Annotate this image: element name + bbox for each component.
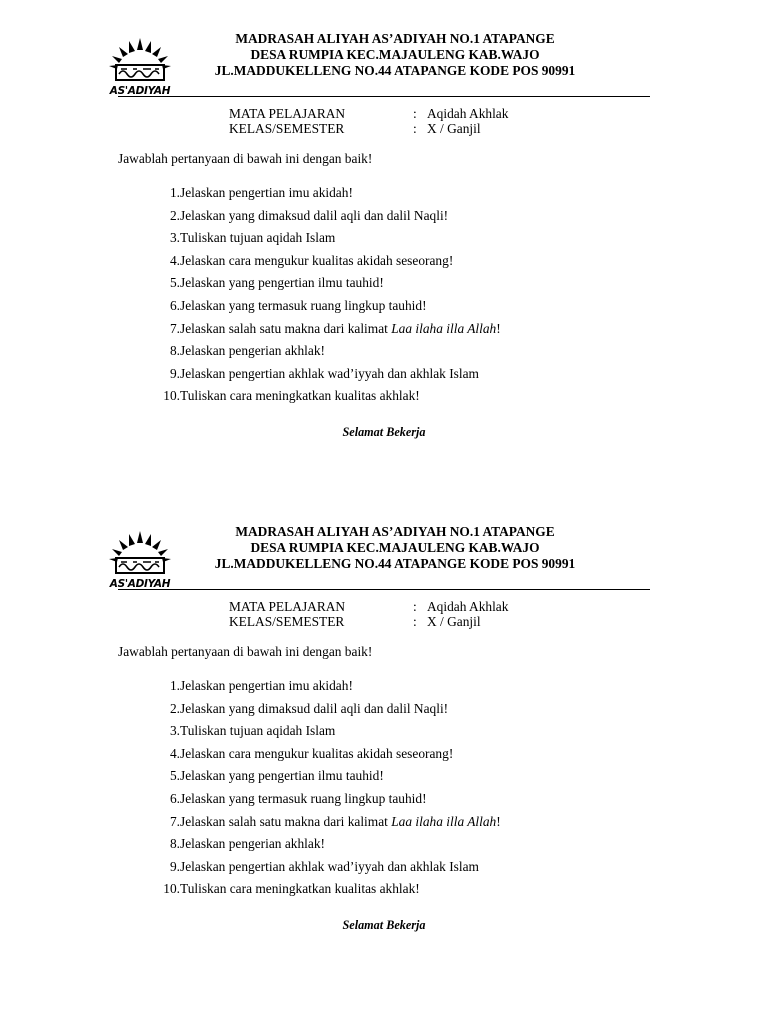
question-item	[150, 298, 630, 321]
question-number: 2.	[169, 207, 180, 223]
subject-label: MATA PELAJARAN	[229, 106, 346, 121]
letterhead	[170, 524, 620, 572]
question-text: Tuliskan cara meningkatkan kualitas akhlak!	[180, 881, 420, 897]
question-item	[150, 701, 630, 724]
question-text-wrap	[180, 208, 448, 224]
question-text: Jelaskan pengertian akhlak wad’iyyah dan akhlak Islam	[180, 365, 479, 381]
class-colon: :	[413, 614, 417, 629]
question-list	[150, 678, 630, 904]
question-number: 5.	[169, 768, 180, 784]
subject-info	[229, 599, 508, 629]
question-text-tail: !	[496, 320, 501, 336]
question-text: Jelaskan yang dimaksud dalil aqli dan dalil Naqli!	[180, 700, 449, 716]
question-item	[150, 881, 630, 904]
closing-text: Selamat Bekerja	[342, 425, 426, 439]
class-row	[229, 614, 508, 629]
question-number: 10.	[163, 388, 180, 404]
question-number: 1.	[169, 678, 180, 693]
letterhead	[170, 31, 620, 79]
school-logo	[107, 529, 173, 591]
question-text-wrap	[180, 746, 453, 762]
question-item	[150, 230, 630, 253]
question-text: Jelaskan salah satu makna dari kalimat	[180, 813, 392, 829]
question-number: 8.	[169, 836, 180, 852]
subject-row	[229, 599, 508, 614]
class-label: KELAS/SEMESTER	[229, 121, 345, 136]
question-number: 7.	[169, 813, 180, 829]
question-number: 4.	[169, 745, 180, 761]
question-text: Jelaskan pengerian akhlak!	[180, 343, 326, 359]
question-text-wrap	[180, 275, 384, 291]
question-item	[150, 321, 630, 344]
question-number: 8.	[169, 343, 180, 359]
header-divider	[118, 96, 650, 97]
question-text: Jelaskan yang pengertian ilmu tauhid!	[180, 768, 384, 784]
school-name: MADRASAH ALIYAH AS’ADIYAH NO.1 ATAPANGE	[235, 31, 555, 46]
question-text-wrap	[180, 701, 448, 717]
question-text-wrap	[180, 185, 353, 201]
question-text: Tuliskan cara meningkatkan kualitas akhlak!	[180, 388, 420, 404]
question-item	[150, 746, 630, 769]
closing-text: Selamat Bekerja	[342, 918, 426, 932]
school-name: MADRASAH ALIYAH AS’ADIYAH NO.1 ATAPANGE	[235, 524, 555, 539]
question-item	[150, 275, 630, 298]
question-item	[150, 723, 630, 746]
question-text: Tuliskan tujuan aqidah Islam	[180, 230, 336, 246]
question-italic-phrase: Laa ilaha illa Allah	[391, 813, 497, 829]
question-number: 3.	[169, 230, 180, 246]
header-divider	[118, 589, 650, 590]
question-number: 4.	[169, 252, 180, 268]
question-number: 6.	[169, 790, 180, 806]
question-item	[150, 253, 630, 276]
question-text-wrap	[180, 881, 420, 897]
question-number: 1.	[169, 185, 180, 200]
school-address: JL.MADDUKELLENG NO.44 ATAPANGE KODE POS 90991	[214, 63, 576, 78]
question-text-wrap	[180, 791, 427, 807]
question-sheet	[0, 0, 768, 500]
question-item	[150, 366, 630, 389]
class-colon: :	[413, 121, 417, 136]
question-item	[150, 208, 630, 231]
question-text-wrap	[180, 836, 325, 852]
question-text: Jelaskan salah satu makna dari kalimat	[180, 320, 392, 336]
class-value: X / Ganjil	[427, 121, 481, 136]
subject-row	[229, 106, 508, 121]
question-text-wrap	[180, 859, 479, 875]
question-text: Tuliskan tujuan aqidah Islam	[180, 723, 336, 739]
question-item	[150, 791, 630, 814]
question-number: 10.	[163, 881, 180, 897]
question-text-wrap	[180, 253, 453, 269]
subject-label: MATA PELAJARAN	[229, 599, 346, 614]
question-list	[150, 185, 630, 411]
instruction-text: Jawablah pertanyaan di bawah ini dengan baik!	[118, 151, 373, 166]
question-text: Jelaskan pengertian imu akidah!	[180, 185, 353, 200]
question-text: Jelaskan yang pengertian ilmu tauhid!	[180, 275, 384, 291]
question-text: Jelaskan cara mengukur kualitas akidah seseorang!	[180, 252, 454, 268]
question-text-wrap	[180, 366, 479, 382]
question-text-wrap	[180, 678, 353, 694]
logo-label: AS'ADIYAH	[109, 578, 171, 590]
question-item	[150, 859, 630, 882]
question-text-wrap	[180, 388, 420, 404]
question-number: 3.	[169, 723, 180, 739]
question-text-wrap	[180, 343, 325, 359]
question-text-tail: !	[496, 813, 501, 829]
question-number: 2.	[169, 700, 180, 716]
question-text: Jelaskan yang dimaksud dalil aqli dan dalil Naqli!	[180, 207, 449, 223]
question-item	[150, 388, 630, 411]
school-logo	[107, 36, 173, 98]
question-item	[150, 343, 630, 366]
question-item	[150, 185, 630, 208]
question-text: Jelaskan cara mengukur kualitas akidah seseorang!	[180, 745, 454, 761]
question-text-wrap	[180, 298, 427, 314]
class-value: X / Ganjil	[427, 614, 481, 629]
subject-value: Aqidah Akhlak	[427, 599, 509, 614]
class-label: KELAS/SEMESTER	[229, 614, 345, 629]
instruction-text: Jawablah pertanyaan di bawah ini dengan baik!	[118, 644, 373, 659]
question-text-wrap	[180, 768, 384, 784]
question-text: Jelaskan pengerian akhlak!	[180, 836, 326, 852]
question-text: Jelaskan yang termasuk ruang lingkup tauhid!	[180, 297, 427, 313]
question-italic-phrase: Laa ilaha illa Allah	[391, 320, 497, 336]
question-number: 5.	[169, 275, 180, 291]
subject-value: Aqidah Akhlak	[427, 106, 509, 121]
question-text: Jelaskan pengertian akhlak wad’iyyah dan akhlak Islam	[180, 858, 479, 874]
question-number: 9.	[169, 365, 180, 381]
question-number: 6.	[169, 297, 180, 313]
question-text-wrap	[180, 321, 501, 337]
subject-colon: :	[413, 106, 417, 121]
question-text-wrap	[180, 723, 335, 739]
logo-label: AS'ADIYAH	[109, 85, 171, 97]
question-item	[150, 678, 630, 701]
subject-colon: :	[413, 599, 417, 614]
question-number: 7.	[169, 320, 180, 336]
question-item	[150, 814, 630, 837]
class-row	[229, 121, 508, 136]
school-address: JL.MADDUKELLENG NO.44 ATAPANGE KODE POS 90991	[214, 556, 576, 571]
question-number: 9.	[169, 858, 180, 874]
question-text: Jelaskan pengertian imu akidah!	[180, 678, 353, 693]
question-item	[150, 836, 630, 859]
school-village: DESA RUMPIA KEC.MAJAULENG KAB.WAJO	[250, 540, 540, 555]
question-item	[150, 768, 630, 791]
question-text-wrap	[180, 814, 501, 830]
question-text: Jelaskan yang termasuk ruang lingkup tauhid!	[180, 790, 427, 806]
subject-info	[229, 106, 508, 136]
school-village: DESA RUMPIA KEC.MAJAULENG KAB.WAJO	[250, 47, 540, 62]
question-sheet	[0, 493, 768, 993]
question-text-wrap	[180, 230, 335, 246]
